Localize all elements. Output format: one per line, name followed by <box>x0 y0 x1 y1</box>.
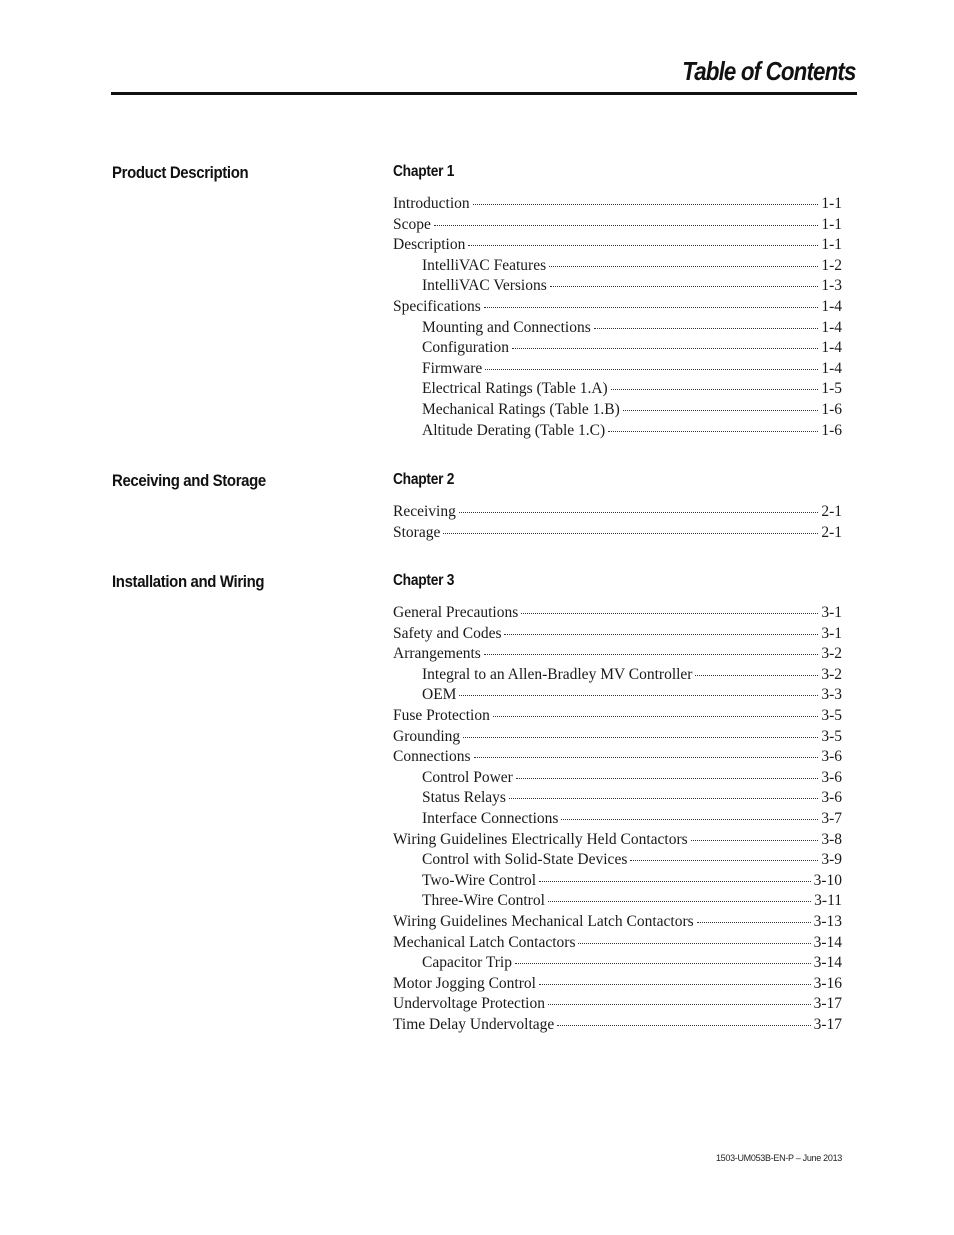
toc-entry-page: 3-6 <box>821 748 842 766</box>
toc-entry-label: Wiring Guidelines Mechanical Latch Contactors <box>393 912 694 930</box>
toc-entry[interactable] <box>393 809 842 830</box>
toc-entry-label: Introduction <box>393 195 470 212</box>
page-title: Table of Contents <box>682 56 856 86</box>
toc-entry[interactable] <box>393 624 842 645</box>
toc-entry-page: 3-3 <box>821 686 842 704</box>
dot-leader <box>509 798 818 799</box>
toc-entry-label: Interface Connections <box>422 809 559 827</box>
toc-entry[interactable] <box>393 379 842 400</box>
dot-leader <box>611 389 819 390</box>
dot-leader <box>504 634 818 635</box>
toc-entry-page: 1-4 <box>821 359 842 377</box>
toc-entry-page: 3-6 <box>821 789 842 807</box>
toc-entry-page: 1-1 <box>821 236 842 254</box>
dot-leader <box>548 1004 811 1005</box>
toc-list <box>393 502 842 543</box>
toc-entry-page: 1-3 <box>821 277 842 295</box>
toc-entry-page: 3-9 <box>821 851 842 869</box>
dot-leader <box>561 819 818 820</box>
toc-entry-page: 3-13 <box>813 912 842 930</box>
toc-list <box>393 603 842 1035</box>
toc-entry-page: 1-1 <box>821 195 842 212</box>
toc-entry[interactable] <box>393 194 842 215</box>
toc-entry-page: 1-1 <box>821 215 842 233</box>
toc-entry[interactable] <box>393 400 842 421</box>
section-name: Receiving and Storage <box>112 471 266 490</box>
toc-entry-page: 3-8 <box>821 830 842 848</box>
toc-entry-label: General Precautions <box>393 604 519 621</box>
toc-entry[interactable] <box>393 933 842 954</box>
toc-entry[interactable] <box>393 665 842 686</box>
dot-leader <box>594 328 819 329</box>
dot-leader <box>512 348 818 349</box>
footer-doc-id: 1503-UM053B-EN-P – June 2013 <box>715 1153 842 1163</box>
toc-entry-page: 3-17 <box>813 995 842 1013</box>
toc-entry[interactable] <box>393 994 842 1015</box>
toc-entry-page: 3-1 <box>821 604 842 621</box>
toc-entry[interactable] <box>393 768 842 789</box>
section-name: Installation and Wiring <box>112 572 265 591</box>
title-rule <box>111 92 857 95</box>
toc-entry-label: Specifications <box>393 297 481 315</box>
toc-entry-label: Three-Wire Control <box>422 892 545 910</box>
toc-entry-label: Mechanical Latch Contactors <box>393 933 576 951</box>
toc-entry-page: 2-1 <box>821 503 842 520</box>
toc-entry-page: 1-6 <box>821 421 842 439</box>
toc-entry[interactable] <box>393 727 842 748</box>
toc-entry-label: Time Delay Undervoltage <box>393 1015 555 1033</box>
dot-leader <box>549 266 818 267</box>
toc-entry[interactable] <box>393 953 842 974</box>
dot-leader <box>484 654 819 655</box>
toc-entry-label: Status Relays <box>422 789 506 807</box>
toc-entry-label: Capacitor Trip <box>422 954 512 972</box>
chapter-label: Chapter 1 <box>393 163 455 180</box>
toc-entry-label: Arrangements <box>393 645 481 663</box>
toc-entry-page: 3-2 <box>821 645 842 663</box>
toc-entry-page: 1-4 <box>821 339 842 357</box>
toc-entry[interactable] <box>393 603 842 624</box>
toc-entry-label: Scope <box>393 215 431 233</box>
toc-entry[interactable] <box>393 235 842 256</box>
toc-entry-page: 3-7 <box>821 809 842 827</box>
toc-entry-page: 3-14 <box>813 933 842 951</box>
toc-entry-label: Receiving <box>393 503 456 520</box>
dot-leader <box>697 922 811 923</box>
toc-entry-page: 3-5 <box>821 727 842 745</box>
toc-entry[interactable] <box>393 318 842 339</box>
toc-entry-label: Electrical Ratings (Table 1.A) <box>422 380 608 398</box>
toc-entry-page: 3-5 <box>821 706 842 724</box>
toc-entry-label: Altitude Derating (Table 1.C) <box>422 421 606 439</box>
toc-entry-label: Connections <box>393 748 471 766</box>
toc-entry-label: Control with Solid-State Devices <box>422 851 628 869</box>
dot-leader <box>468 245 818 246</box>
dot-leader <box>630 860 818 861</box>
toc-entry[interactable] <box>393 788 842 809</box>
dot-leader <box>550 286 819 287</box>
toc-entry-label: Description <box>393 236 466 254</box>
dot-leader <box>493 716 818 717</box>
toc-entry-label: IntelliVAC Versions <box>422 277 547 295</box>
toc-entry-page: 3-2 <box>821 665 842 683</box>
toc-entry-label: Undervoltage Protection <box>393 995 545 1013</box>
toc-entry[interactable] <box>393 502 842 523</box>
toc-entry[interactable] <box>393 685 842 706</box>
dot-leader <box>521 613 818 614</box>
toc-list <box>393 194 842 441</box>
toc-entry[interactable] <box>393 359 842 380</box>
dot-leader <box>463 737 818 738</box>
dot-leader <box>515 963 811 964</box>
toc-entry-label: Fuse Protection <box>393 706 490 724</box>
toc-entry-page: 1-2 <box>821 256 842 274</box>
toc-entry-label: Wiring Guidelines Electrically Held Contactors <box>393 830 688 848</box>
dot-leader <box>434 225 818 226</box>
toc-entry-label: OEM <box>422 686 457 704</box>
toc-entry[interactable] <box>393 891 842 912</box>
dot-leader <box>474 757 819 758</box>
dot-leader <box>691 840 819 841</box>
toc-entry-label: Mechanical Ratings (Table 1.B) <box>422 400 620 418</box>
dot-leader <box>548 901 811 902</box>
toc-entry[interactable] <box>393 338 842 359</box>
toc-entry[interactable] <box>393 523 842 544</box>
toc-entry[interactable] <box>393 850 842 871</box>
dot-leader <box>443 533 818 534</box>
toc-entry[interactable] <box>393 912 842 933</box>
toc-entry-page: 3-1 <box>821 624 842 642</box>
section-name: Product Description <box>112 163 249 182</box>
toc-entry-page: 3-11 <box>814 892 842 910</box>
dot-leader <box>459 695 818 696</box>
toc-entry-label: Configuration <box>422 339 509 357</box>
dot-leader <box>557 1025 810 1026</box>
toc-entry-label: Firmware <box>422 359 483 377</box>
toc-entry-page: 3-6 <box>821 768 842 786</box>
toc-entry[interactable] <box>393 644 842 665</box>
dot-leader <box>623 410 819 411</box>
toc-entry-page: 1-4 <box>821 297 842 315</box>
toc-entry-label: Safety and Codes <box>393 624 502 642</box>
toc-entry-page: 3-10 <box>813 871 842 889</box>
dot-leader <box>695 675 818 676</box>
toc-entry-label: Control Power <box>422 768 513 786</box>
toc-entry-page: 3-14 <box>813 954 842 972</box>
toc-entry-label: Storage <box>393 523 441 541</box>
dot-leader <box>473 204 819 205</box>
toc-entry[interactable] <box>393 974 842 995</box>
chapter-label: Chapter 3 <box>393 572 455 589</box>
toc-entry-label: Grounding <box>393 727 461 745</box>
toc-entry-page: 1-5 <box>821 380 842 398</box>
toc-entry[interactable] <box>393 256 842 277</box>
toc-entry[interactable] <box>393 830 842 851</box>
toc-entry[interactable] <box>393 1015 842 1036</box>
chapter-label: Chapter 2 <box>393 471 455 488</box>
toc-entry-page: 2-1 <box>821 523 842 541</box>
toc-entry-label: Mounting and Connections <box>422 318 591 336</box>
toc-entry-page: 1-4 <box>821 318 842 336</box>
toc-entry[interactable] <box>393 706 842 727</box>
dot-leader <box>485 369 818 370</box>
dot-leader <box>608 431 818 432</box>
toc-entry-page: 1-6 <box>821 400 842 418</box>
toc-entry[interactable] <box>393 276 842 297</box>
toc-entry[interactable] <box>393 421 842 442</box>
toc-entry-label: Integral to an Allen-Bradley MV Controller <box>422 665 693 683</box>
dot-leader <box>578 943 810 944</box>
toc-entry-page: 3-16 <box>813 974 842 992</box>
toc-entry[interactable] <box>393 215 842 236</box>
toc-entry[interactable] <box>393 297 842 318</box>
toc-entry-label: Two-Wire Control <box>422 871 537 889</box>
dot-leader <box>539 984 811 985</box>
toc-entry-label: IntelliVAC Features <box>422 256 547 274</box>
toc-entry-page: 3-17 <box>813 1015 842 1033</box>
toc-entry-label: Motor Jogging Control <box>393 974 536 992</box>
toc-entry[interactable] <box>393 871 842 892</box>
toc-entry[interactable] <box>393 747 842 768</box>
dot-leader <box>539 881 810 882</box>
dot-leader <box>484 307 819 308</box>
dot-leader <box>516 778 818 779</box>
dot-leader <box>459 512 818 513</box>
